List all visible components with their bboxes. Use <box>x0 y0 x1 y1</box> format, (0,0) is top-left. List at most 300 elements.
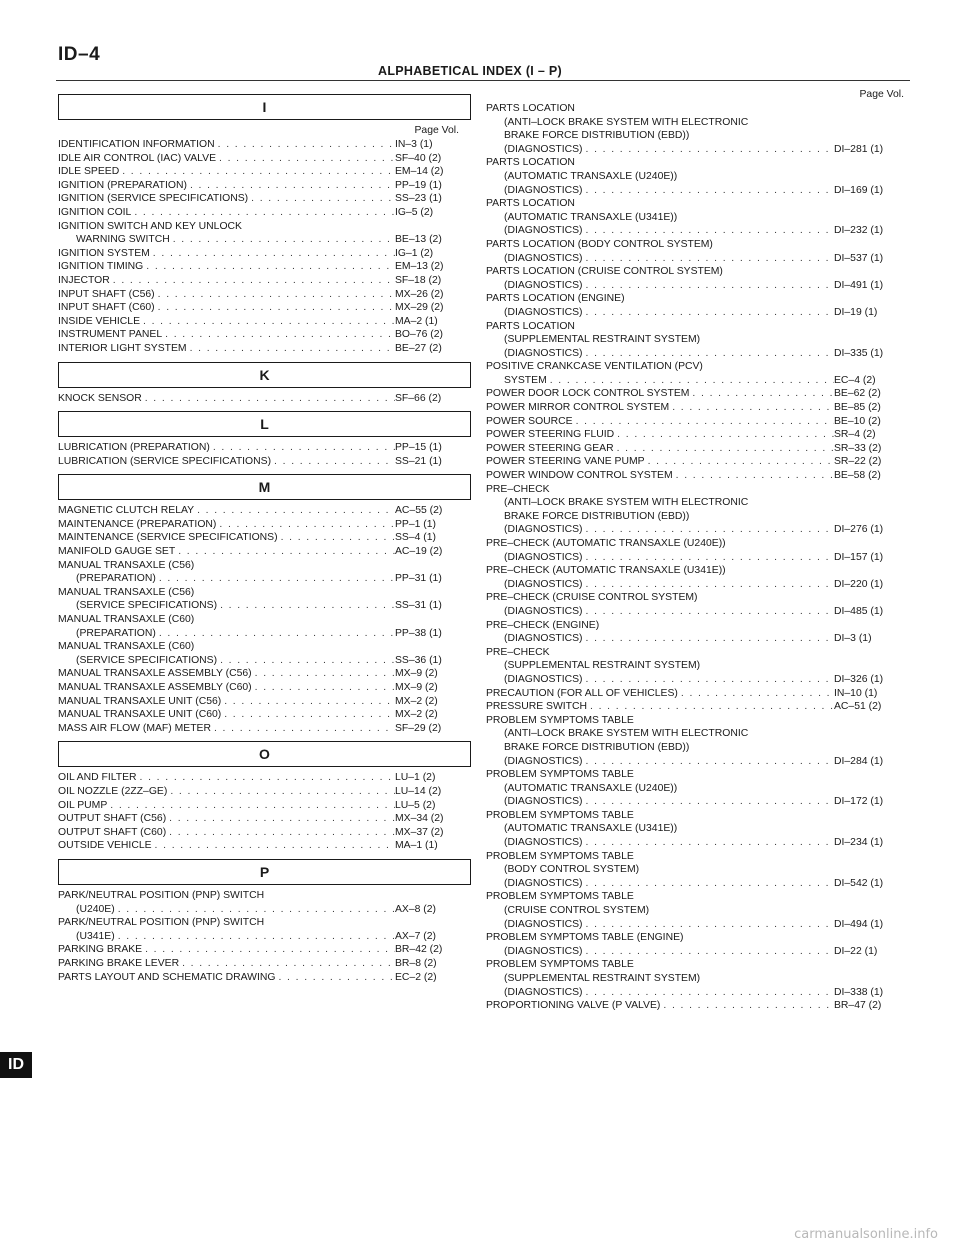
index-entry[interactable] <box>58 785 471 799</box>
entry-title: IDLE AIR CONTROL (IAC) VALVE <box>58 152 217 164</box>
index-entry[interactable] <box>58 165 471 179</box>
index-entry[interactable] <box>486 605 910 619</box>
dot-leader <box>166 826 395 840</box>
entry-title: SYSTEM <box>504 374 547 386</box>
page-reference[interactable]: SS–4 (1) <box>395 532 437 544</box>
index-entry[interactable] <box>58 247 471 261</box>
page-reference[interactable]: DI–542 (1) <box>834 877 884 889</box>
index-entry[interactable] <box>486 945 910 959</box>
index-entry[interactable] <box>486 632 910 646</box>
index-entry-line: (BODY CONTROL SYSTEM) <box>504 864 640 876</box>
entry-title: MAGNETIC CLUTCH RELAY <box>58 505 195 517</box>
entry-title: INSIDE VEHICLE <box>58 315 140 327</box>
letter-header-i: I <box>58 94 471 120</box>
index-entry[interactable] <box>486 700 910 714</box>
dot-leader <box>583 578 834 592</box>
entry-title: PRECAUTION (FOR ALL OF VEHICLES) <box>486 687 678 699</box>
index-entry[interactable] <box>58 233 471 247</box>
index-entry[interactable] <box>58 179 471 193</box>
dot-leader <box>614 428 834 442</box>
index-entry[interactable] <box>58 206 471 220</box>
page-reference[interactable]: IN–3 (1) <box>395 139 433 150</box>
index-entry[interactable] <box>58 667 471 681</box>
dot-leader <box>115 903 395 917</box>
entry-title: OUTPUT SHAFT (C56) <box>58 813 167 825</box>
index-entry[interactable] <box>58 599 471 613</box>
index-entry[interactable] <box>58 328 471 342</box>
index-entry[interactable] <box>486 252 910 266</box>
page-reference[interactable]: DI–19 (1) <box>834 306 878 318</box>
page-reference[interactable]: PP–19 (1) <box>395 179 442 191</box>
entry-title: MANIFOLD GAUGE SET <box>58 546 176 558</box>
entry-title: (DIAGNOSTICS) <box>504 918 583 930</box>
dot-leader <box>131 206 395 220</box>
entry-title: (DIAGNOSTICS) <box>504 184 583 196</box>
index-entry-line: PARTS LOCATION (CRUISE CONTROL SYSTEM) <box>486 266 723 278</box>
letter-header-k: K <box>58 362 471 388</box>
entry-title: IGNITION (SERVICE SPECIFICATIONS) <box>58 193 249 205</box>
index-entry[interactable] <box>58 572 471 586</box>
page-number-id: ID–4 <box>58 44 101 65</box>
page-reference[interactable]: AX–7 (2) <box>395 930 437 942</box>
page-reference[interactable]: MX–37 (2) <box>395 826 444 838</box>
index-entry-line: PARTS LOCATION (BODY CONTROL SYSTEM) <box>486 238 713 250</box>
index-entry[interactable] <box>486 442 910 456</box>
page-reference[interactable]: BO–76 (2) <box>395 329 443 341</box>
index-entry[interactable] <box>58 799 471 813</box>
index-entry[interactable] <box>486 877 910 891</box>
dot-leader <box>275 971 395 985</box>
page-reference[interactable]: LU–14 (2) <box>395 785 442 797</box>
entry-title: (U341E) <box>76 930 115 942</box>
entry-title: POWER DOOR LOCK CONTROL SYSTEM <box>486 388 690 400</box>
dot-leader <box>155 288 395 302</box>
entry-title: INTERIOR LIGHT SYSTEM <box>58 342 187 354</box>
entry-title: (DIAGNOSTICS) <box>504 225 583 237</box>
entry-title: WARNING SWITCH <box>76 234 170 246</box>
index-entry[interactable] <box>58 152 471 166</box>
dot-leader <box>248 192 395 206</box>
dot-leader <box>142 943 395 957</box>
dot-leader <box>216 152 395 166</box>
entry-title: PARTS LAYOUT AND SCHEMATIC DRAWING <box>58 971 276 983</box>
index-entry[interactable] <box>58 826 471 840</box>
page-reference[interactable]: EM–14 (2) <box>395 166 444 178</box>
page-reference[interactable]: BE–58 (2) <box>834 470 881 482</box>
dot-leader <box>583 252 834 266</box>
page-reference[interactable]: DI–276 (1) <box>834 524 884 536</box>
page-reference[interactable]: BE–27 (2) <box>395 342 442 354</box>
index-entry[interactable] <box>58 903 471 917</box>
entry-title: (DIAGNOSTICS) <box>504 755 583 767</box>
index-entry[interactable] <box>486 401 910 415</box>
index-entry[interactable] <box>58 455 471 469</box>
dot-leader <box>669 401 834 415</box>
entry-title: (DIAGNOSTICS) <box>504 347 583 359</box>
page-reference[interactable]: DI–338 (1) <box>834 986 884 998</box>
index-entry-line: (CRUISE CONTROL SYSTEM) <box>504 905 650 917</box>
page-reference[interactable]: DI–232 (1) <box>834 225 884 237</box>
page-reference[interactable]: AC–55 (2) <box>395 505 443 517</box>
page-reference[interactable]: EC–4 (2) <box>834 374 876 386</box>
section-tab-id[interactable]: ID <box>0 1052 32 1078</box>
dot-leader <box>170 233 395 247</box>
index-entry[interactable] <box>486 347 910 361</box>
dot-leader <box>175 545 395 559</box>
dot-leader <box>547 374 834 388</box>
dot-leader <box>583 306 834 320</box>
page-reference[interactable]: BR–8 (2) <box>395 957 437 969</box>
page-reference[interactable]: DI–169 (1) <box>834 184 884 196</box>
dot-leader <box>187 342 395 356</box>
dot-leader <box>137 771 395 785</box>
index-entry[interactable] <box>58 812 471 826</box>
index-entry[interactable] <box>486 986 910 1000</box>
dot-leader <box>689 387 834 401</box>
page-reference[interactable]: SS–23 (1) <box>395 193 442 205</box>
entry-title: IGNITION (PREPARATION) <box>58 179 187 191</box>
dot-leader <box>221 708 395 722</box>
entry-title: (DIAGNOSTICS) <box>504 306 583 318</box>
index-entry-line: PROBLEM SYMPTOMS TABLE <box>486 769 634 781</box>
index-entry[interactable] <box>58 771 471 785</box>
page-reference[interactable]: PP–15 (1) <box>395 442 442 454</box>
page-reference[interactable]: DI–3 (1) <box>834 633 872 645</box>
entry-title: IDLE SPEED <box>58 166 120 178</box>
index-entry[interactable] <box>58 681 471 695</box>
entry-title: PARKING BRAKE LEVER <box>58 957 180 969</box>
index-entry-line: POSITIVE CRANKCASE VENTILATION (PCV) <box>486 361 703 373</box>
index-entry[interactable] <box>486 224 910 238</box>
dot-leader <box>583 224 834 238</box>
page-reference[interactable]: SF–18 (2) <box>395 274 442 286</box>
index-entry[interactable] <box>58 342 471 356</box>
dot-leader <box>583 755 834 769</box>
page-reference[interactable]: DI–281 (1) <box>834 143 884 155</box>
entry-title: (DIAGNOSTICS) <box>504 143 583 155</box>
index-entry-line: PARTS LOCATION (ENGINE) <box>486 293 625 305</box>
dot-leader <box>152 839 395 853</box>
page-reference[interactable]: SR–33 (2) <box>834 442 882 454</box>
dot-leader <box>217 599 395 613</box>
entry-title: POWER STEERING VANE PUMP <box>486 456 645 468</box>
index-entry-line: PARK/NEUTRAL POSITION (PNP) SWITCH <box>58 917 265 929</box>
entry-title: (DIAGNOSTICS) <box>504 877 583 889</box>
entry-title: (U240E) <box>76 903 115 915</box>
index-entry-line: (AUTOMATIC TRANSAXLE (U240E)) <box>504 170 678 182</box>
index-entry[interactable] <box>58 531 471 545</box>
index-entry-line: PARTS LOCATION <box>486 320 575 332</box>
dot-leader <box>140 315 395 329</box>
page-reference[interactable]: DI–491 (1) <box>834 279 884 291</box>
index-entry[interactable] <box>58 930 471 944</box>
index-entry[interactable] <box>58 192 471 206</box>
dot-leader <box>583 795 834 809</box>
dot-leader <box>217 654 395 668</box>
entry-title: (DIAGNOSTICS) <box>504 524 583 536</box>
index-entry[interactable] <box>58 943 471 957</box>
index-entry-line: (ANTI–LOCK BRAKE SYSTEM WITH ELECTRONIC <box>504 497 749 509</box>
page-reference[interactable]: PP–31 (1) <box>395 573 442 585</box>
index-entry-line: MANUAL TRANSAXLE (C56) <box>58 559 195 571</box>
page-reference[interactable]: LU–1 (2) <box>395 772 436 784</box>
dot-leader <box>210 441 395 455</box>
page-reference[interactable]: IG–5 (2) <box>395 206 434 218</box>
page-reference[interactable]: AC–51 (2) <box>834 701 882 713</box>
page-reference[interactable]: DI–284 (1) <box>834 755 884 767</box>
page-reference[interactable]: SS–21 (1) <box>395 455 442 467</box>
letter-header-l: L <box>58 411 471 437</box>
entry-title: (DIAGNOSTICS) <box>504 986 583 998</box>
page-reference[interactable]: SS–31 (1) <box>395 600 442 612</box>
index-entry[interactable] <box>486 279 910 293</box>
index-entry[interactable] <box>58 839 471 853</box>
index-entry-line: PROBLEM SYMPTOMS TABLE <box>486 809 634 821</box>
entry-title: MANUAL TRANSAXLE ASSEMBLY (C56) <box>58 668 252 680</box>
index-entry[interactable] <box>486 578 910 592</box>
page-reference[interactable]: MX–29 (2) <box>395 302 444 314</box>
page-reference[interactable]: BR–47 (2) <box>834 1000 882 1012</box>
index-entry-line: PARTS LOCATION <box>486 103 575 114</box>
page-reference[interactable]: MX–9 (2) <box>395 668 438 680</box>
page-reference[interactable]: DI–537 (1) <box>834 252 884 264</box>
index-entry-line: PRE–CHECK <box>486 646 550 658</box>
page-reference[interactable]: SF–66 (2) <box>395 392 442 404</box>
index-entry[interactable] <box>58 518 471 532</box>
index-entry-line: MANUAL TRANSAXLE (C60) <box>58 614 195 626</box>
page-reference[interactable]: LU–5 (2) <box>395 799 436 811</box>
entry-title: (DIAGNOSTICS) <box>504 605 583 617</box>
index-entry[interactable] <box>486 551 910 565</box>
page-reference[interactable]: DI–22 (1) <box>834 945 878 957</box>
index-entry-line: PARTS LOCATION <box>486 157 575 169</box>
index-entry[interactable] <box>58 627 471 641</box>
entry-title: OIL PUMP <box>58 799 108 811</box>
page-reference[interactable]: DI–234 (1) <box>834 837 884 849</box>
index-entry[interactable] <box>486 143 910 157</box>
entry-title: MAINTENANCE (PREPARATION) <box>58 518 217 530</box>
page-reference[interactable]: DI–220 (1) <box>834 578 884 590</box>
entry-title: MASS AIR FLOW (MAF) METER <box>58 722 211 734</box>
page-reference[interactable]: IG–1 (2) <box>395 247 434 259</box>
index-entry-line: MANUAL TRANSAXLE (C56) <box>58 586 195 598</box>
entry-title: OIL NOZZLE (2ZZ–GE) <box>58 785 168 797</box>
index-entry[interactable] <box>486 469 910 483</box>
entry-title: MAINTENANCE (SERVICE SPECIFICATIONS) <box>58 532 278 544</box>
entry-title: PROPORTIONING VALVE (P VALVE) <box>486 1000 661 1012</box>
page-reference[interactable]: DI–172 (1) <box>834 796 884 808</box>
dot-leader <box>162 328 395 342</box>
dot-leader <box>142 392 395 406</box>
page-reference[interactable]: DI–335 (1) <box>834 347 884 359</box>
page-reference[interactable]: BE–10 (2) <box>834 415 881 427</box>
dot-leader <box>583 836 834 850</box>
entry-title: IGNITION SYSTEM <box>58 247 150 259</box>
index-entry-line: MANUAL TRANSAXLE (C60) <box>58 641 195 653</box>
entry-title: INSTRUMENT PANEL <box>58 329 163 341</box>
entry-title: (DIAGNOSTICS) <box>504 796 583 808</box>
dot-leader <box>583 632 834 646</box>
index-entry[interactable] <box>58 260 471 274</box>
index-entry[interactable] <box>58 722 471 736</box>
entry-title: INJECTOR <box>58 274 110 286</box>
index-entry-line: BRAKE FORCE DISTRIBUTION (EBD)) <box>504 510 690 522</box>
entry-title: (DIAGNOSTICS) <box>504 945 583 957</box>
page-reference[interactable]: IN–10 (1) <box>834 687 878 699</box>
index-entry[interactable] <box>486 455 910 469</box>
dot-leader <box>673 469 834 483</box>
page-reference[interactable]: DI–157 (1) <box>834 551 884 563</box>
page-reference[interactable]: SR–22 (2) <box>834 456 882 468</box>
entry-title: (DIAGNOSTICS) <box>504 252 583 264</box>
page-reference[interactable]: MA–1 (1) <box>395 840 438 852</box>
dot-leader <box>583 523 834 537</box>
dot-leader <box>216 518 395 532</box>
index-entry[interactable] <box>486 184 910 198</box>
header-divider <box>56 80 910 81</box>
page-reference[interactable]: SR–4 (2) <box>834 429 876 441</box>
index-entry-line: PRE–CHECK (AUTOMATIC TRANSAXLE (U240E)) <box>486 538 726 549</box>
entry-title: (PREPARATION) <box>76 627 156 639</box>
page-reference[interactable]: MX–2 (2) <box>395 709 438 721</box>
index-entry-line: (SUPPLEMENTAL RESTRAINT SYSTEM) <box>504 973 701 984</box>
entry-title: INPUT SHAFT (C60) <box>58 302 155 314</box>
dot-leader <box>583 877 834 891</box>
index-entry[interactable] <box>58 301 471 315</box>
page-reference[interactable]: BE–85 (2) <box>834 402 881 414</box>
entry-title: POWER MIRROR CONTROL SYSTEM <box>486 402 670 414</box>
page-reference[interactable]: AX–8 (2) <box>395 903 437 915</box>
dot-leader <box>187 179 395 193</box>
index-entry[interactable] <box>486 374 910 388</box>
index-entry[interactable] <box>486 306 910 320</box>
entry-title: (PREPARATION) <box>76 573 156 585</box>
letter-header-m: M <box>58 474 471 500</box>
index-entry-line: PROBLEM SYMPTOMS TABLE <box>486 850 634 862</box>
entry-title: (SERVICE SPECIFICATIONS) <box>76 600 218 612</box>
index-entry-line: PRE–CHECK (AUTOMATIC TRANSAXLE (U341E)) <box>486 565 726 577</box>
dot-leader <box>156 627 395 641</box>
index-entry[interactable] <box>486 687 910 701</box>
index-entry-line: IGNITION SWITCH AND KEY UNLOCK <box>58 220 242 232</box>
entry-title: IGNITION TIMING <box>58 261 144 273</box>
entry-title: MANUAL TRANSAXLE ASSEMBLY (C60) <box>58 682 252 693</box>
page-reference[interactable]: BR–42 (2) <box>395 944 443 956</box>
index-entry[interactable] <box>486 673 910 687</box>
page-reference[interactable]: DI–485 (1) <box>834 605 884 617</box>
page-reference[interactable]: PP–38 (1) <box>395 627 442 639</box>
dot-leader <box>614 442 834 456</box>
page-reference[interactable]: SF–29 (2) <box>395 722 442 734</box>
dot-leader <box>115 930 395 944</box>
page-reference[interactable]: MX–2 (2) <box>395 695 438 707</box>
page-reference[interactable]: MX–34 (2) <box>395 813 444 825</box>
index-entry[interactable] <box>58 654 471 668</box>
index-entry[interactable] <box>486 428 910 442</box>
page-reference[interactable]: MX–26 (2) <box>395 288 444 300</box>
index-entry-line: BRAKE FORCE DISTRIBUTION (EBD)) <box>504 130 690 142</box>
entry-title: OIL AND FILTER <box>58 772 137 784</box>
index-entry[interactable] <box>486 755 910 769</box>
index-entry[interactable] <box>486 387 910 401</box>
page-reference[interactable]: PP–1 (1) <box>395 518 437 530</box>
letter-header-o: O <box>58 741 471 767</box>
left-index-column <box>58 88 471 984</box>
letter-header-p: P <box>58 859 471 885</box>
page-reference[interactable]: EC–2 (2) <box>395 971 437 983</box>
index-entry-line: (ANTI–LOCK BRAKE SYSTEM WITH ELECTRONIC <box>504 116 749 128</box>
dot-leader <box>119 165 395 179</box>
entry-title: (SERVICE SPECIFICATIONS) <box>76 654 218 666</box>
index-entry[interactable] <box>486 795 910 809</box>
index-entry[interactable] <box>58 504 471 518</box>
watermark: carmanualsonline.info <box>794 1227 938 1242</box>
dot-leader <box>271 455 395 469</box>
index-entry[interactable] <box>58 957 471 971</box>
page-reference[interactable]: SF–40 (2) <box>395 152 442 164</box>
entry-title: (DIAGNOSTICS) <box>504 837 583 849</box>
entry-title: POWER STEERING FLUID <box>486 429 615 441</box>
index-entry[interactable] <box>58 695 471 709</box>
entry-title: PARKING BRAKE <box>58 944 143 956</box>
index-entry[interactable] <box>58 708 471 722</box>
index-entry[interactable] <box>486 918 910 932</box>
page-reference[interactable]: EM–13 (2) <box>395 261 444 273</box>
index-entry-line: PROBLEM SYMPTOMS TABLE <box>486 891 634 903</box>
dot-leader <box>211 722 395 736</box>
index-entry-line: PROBLEM SYMPTOMS TABLE <box>486 959 634 971</box>
page-reference[interactable]: BE–62 (2) <box>834 388 881 400</box>
page-reference[interactable]: AC–19 (2) <box>395 546 443 558</box>
dot-leader <box>573 415 834 429</box>
index-entry-line: (ANTI–LOCK BRAKE SYSTEM WITH ELECTRONIC <box>504 728 749 740</box>
index-entry[interactable] <box>486 999 910 1013</box>
index-entry[interactable] <box>58 971 471 985</box>
entry-title: POWER WINDOW CONTROL SYSTEM <box>486 470 673 482</box>
page-reference[interactable]: BE–13 (2) <box>395 234 442 246</box>
index-entry-line: (AUTOMATIC TRANSAXLE (U341E)) <box>504 823 678 835</box>
dot-leader <box>252 681 395 695</box>
dot-leader <box>143 260 395 274</box>
page-vol-label: Page Vol. <box>859 89 904 100</box>
index-entry[interactable] <box>58 315 471 329</box>
dot-leader <box>167 785 395 799</box>
index-entry-line: (SUPPLEMENTAL RESTRAINT SYSTEM) <box>504 660 701 672</box>
page-reference[interactable]: SS–36 (1) <box>395 654 442 666</box>
index-entry[interactable] <box>486 415 910 429</box>
page-title: ALPHABETICAL INDEX (I – P) <box>378 64 562 78</box>
index-entry[interactable] <box>58 274 471 288</box>
page-reference[interactable]: MX–9 (2) <box>395 682 438 693</box>
index-entry[interactable] <box>486 836 910 850</box>
page-reference[interactable]: MA–2 (1) <box>395 315 438 327</box>
page-reference[interactable]: DI–494 (1) <box>834 918 884 930</box>
index-entry[interactable] <box>58 441 471 455</box>
page-reference[interactable]: DI–326 (1) <box>834 673 884 685</box>
index-entry[interactable] <box>58 392 471 406</box>
entry-title: POWER STEERING GEAR <box>486 442 614 454</box>
entry-title: (DIAGNOSTICS) <box>504 673 583 685</box>
index-entry[interactable] <box>58 545 471 559</box>
dot-leader <box>156 572 395 586</box>
entry-title: IGNITION COIL <box>58 206 132 218</box>
dot-leader <box>587 700 834 714</box>
dot-leader <box>583 551 834 565</box>
index-entry[interactable] <box>58 288 471 302</box>
entry-title: PRESSURE SWITCH <box>486 701 588 713</box>
index-entry[interactable] <box>58 138 471 152</box>
index-entry[interactable] <box>486 523 910 537</box>
